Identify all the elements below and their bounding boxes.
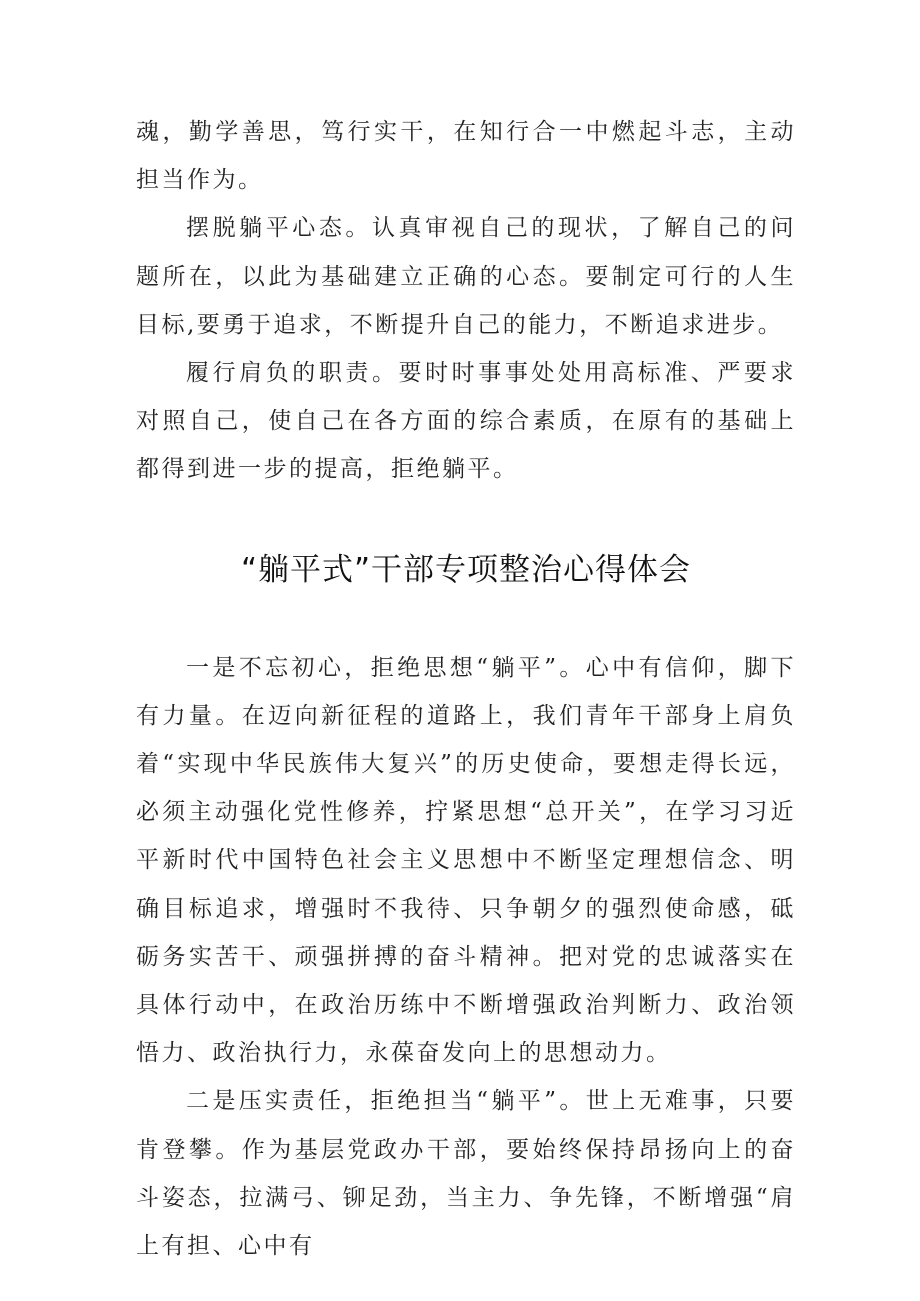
paragraph-point-one: 一是不忘初心，拒绝思想“躺平”。心中有信仰，脚下有力量。在迈向新征程的道路上，我们青年干部身上肩负着“实现中华民族伟大复兴”的历史使命，要想走得长远，必须主动强化党性修养，拧紧思想“总开关”，在学习习近平新时代中国特色社会主义思想中不断坚定理想信念、明确目标追求，增强时不我待、只争朝夕的强烈使命感，砥砺务实苦干、顽强拼搏的奋斗精神。把对党的忠诚落实在具体行动中，在政治历练中不断增强政治判断力、政治领悟力、政治执行力，永葆奋发向上的思想动力。 (136, 654, 796, 1067)
paragraph-continuation: 魂，勤学善思，笃行实干，在知行合一中燃起斗志，主动担当作为。 (136, 119, 796, 194)
paragraph-shake-off-lying-flat: 摆脱躺平心态。认真审视自己的现状，了解自己的问题所在，以此为基础建立正确的心态。要制定可行的人生目标,要勇于追求，不断提升自己的能力，不断追求进步。 (136, 215, 796, 338)
paragraph-fulfill-duties: 履行肩负的职责。要时时事事处处用高标准、严要求对照自己，使自己在各方面的综合素质，在原有的基础上都得到进一步的提高，拒绝躺平。 (136, 360, 796, 483)
paragraph-point-two: 二是压实责任，拒绝担当“躺平”。世上无难事，只要肯登攀。作为基层党政办干部，要始终保持昂扬向上的奋斗姿态，拉满弓、铆足劲，当主力、争先锋，不断增强“肩上有担、心中有 (136, 1088, 796, 1260)
section-heading: “躺平式”干部专项整治心得体会 (240, 551, 692, 588)
document-body (136, 108, 796, 1270)
